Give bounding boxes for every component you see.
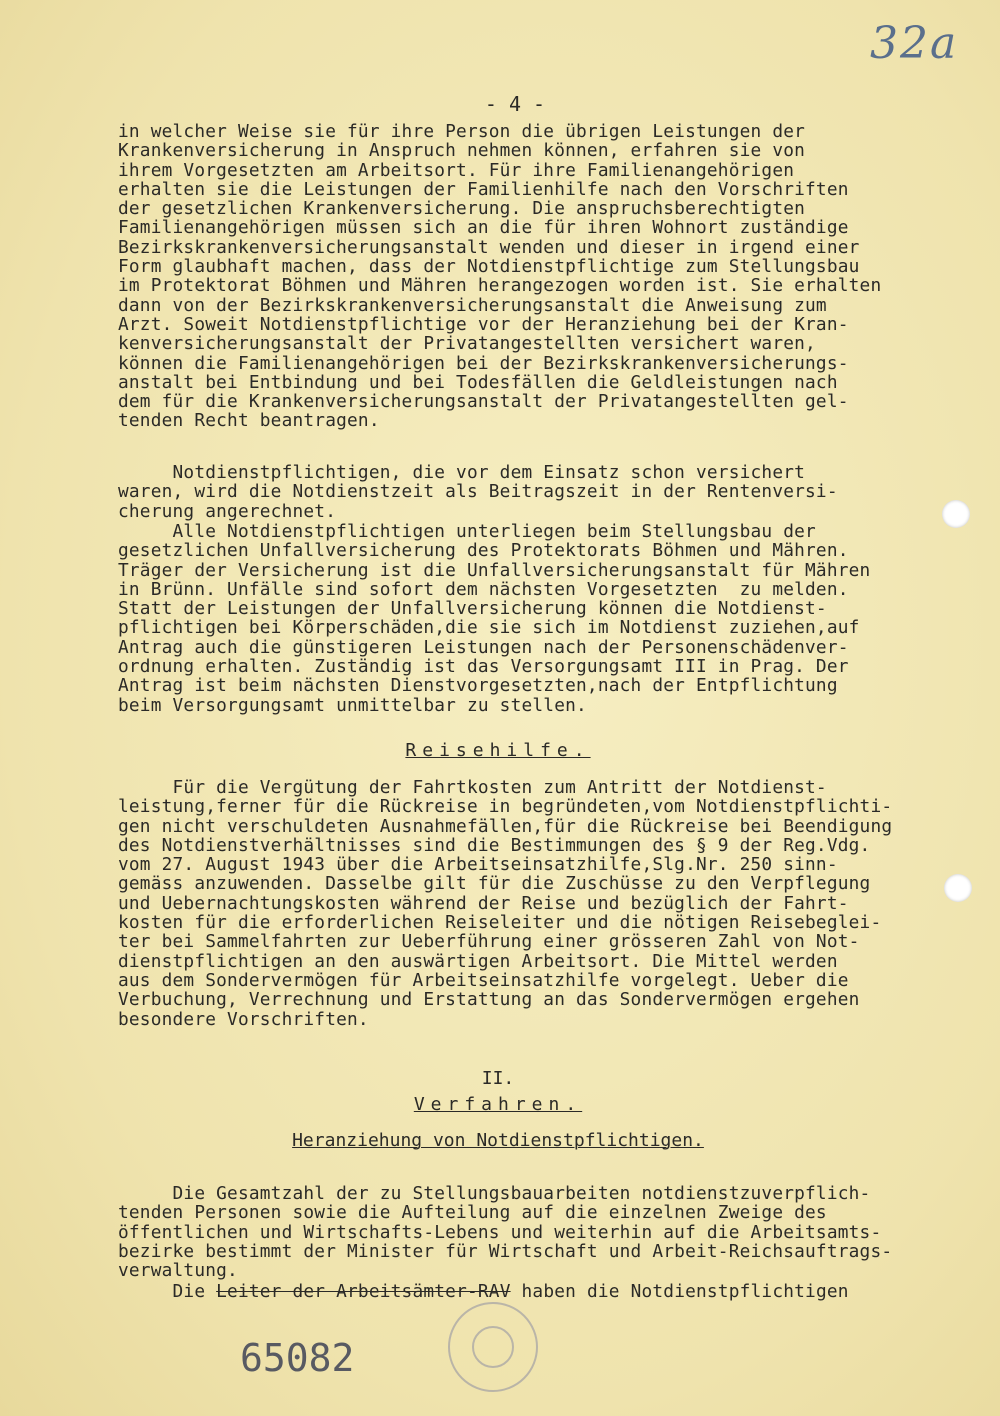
heading-reisehilfe-text: Reisehilfe.: [405, 740, 591, 761]
section-number-roman: II.: [481, 1068, 515, 1089]
heading-reisehilfe: [118, 740, 878, 761]
heading-verfahren-text: Verfahren.: [413, 1094, 583, 1115]
paragraph-pension-insurance: Notdienstpflichtigen, die vor dem Einsatz schon versichert waren, wird die Notdienstzeit als Beitragszeit in der Rentenversi- cherung angerechnet.: [118, 462, 838, 522]
paragraph-accident-insurance: Alle Notdienstpflichtigen unterliegen beim Stellungsbau der gesetzlichen Unfallversicherung des Protektorats Böhmen und Mähren. Träger der Versicherung ist die Unfallversicherungsanstalt für Mähren in Brünn. Unfälle sind sofort dem nächsten Vorgesetzten zu melden. Statt der Leistungen der Unfallversicherung können die Notdienst- pflichtigen bei Körperschäden,die sie sich im Notdienst zuziehen,auf Antrag auch die günstigeren Leistungen nach der Personenschädenver- ordnung erhalten. Zuständig ist das Versorgungsamt III in Prag. Der Antrag ist beim nächsten Dienstvorgesetzten,nach der Entpflichtung beim Versorgungsamt unmittelbar zu stellen.: [118, 521, 871, 716]
stamped-archive-number: 65082: [240, 1336, 355, 1380]
round-seal-stamp: [448, 1302, 538, 1392]
paragraph-travel-costs: Für die Vergütung der Fahrtkosten zum Antritt der Notdienst- leistung,ferner für die Rückreise in begründeten,vom Notdienstpflichti- gen nicht verschuldeten Ausnahmefällen,für die Rückreise bei Beendigung des Notdienstverhältnisses sind die Bestimmungen des § 9 der Reg.Vdg. vom 27. August 1943 über die Arbeitseinsatzhilfe,Slg.Nr. 250 sinn- gemäss anzuwenden. Dasselbe gilt für die Zuschüsse zu den Verpflegung und Uebernachtungskosten während der Reise und bezüglich der Fahrt- kosten für die erforderlichen Reiseleiter und die nötigen Reisebeglei- ter bei Sammelfahrten zur Ueberführung einer grösseren Zahl von Not- dienstpflichtigen an den auswärtigen Arbeitsort. Die Mittel werden aus dem Sondervermögen für Arbeitseinsatzhilfe vorgelegt. Ueber die Verbuchung, Verrechnung und Erstattung an das Sondervermögen ergehen besondere Vorschriften.: [118, 777, 893, 1030]
handwritten-folio-number: 32a: [870, 18, 959, 69]
punch-hole: [942, 500, 970, 528]
closing-line-tail: haben die Notdienstpflichtigen: [510, 1281, 849, 1302]
heading-verfahren: [118, 1094, 878, 1115]
struck-through-text: Leiter der Arbeitsämter-RAV: [216, 1281, 511, 1302]
punch-hole: [944, 874, 972, 902]
paragraph-closing-line: [118, 1282, 968, 1301]
subheading-heranziehung: [118, 1130, 878, 1151]
paragraph-total-number: Die Gesamtzahl der zu Stellungsbauarbeiten notdienstzuverpflich- tenden Personen sowie die Aufteilung auf die einzelnen Zweige des öffentlichen und Wirtschafts-Lebens und weiterhin auf die Arbeitsamts- bezirke bestimmt der Minister für Wirtschaft und Arbeit-Reichsauftrags- verwaltung.: [118, 1183, 893, 1282]
paragraph-health-insurance: in welcher Weise sie für ihre Person die übrigen Leistungen der Krankenversicherung in Anspruch nehmen können, erfahren sie von ihrem Vorgesetzten am Arbeitsort. Für ihre Familienangehörigen erhalten sie die Leistungen der Familienhilfe nach den Vorschriften der gesetzlichen Krankenversicherung. Die anspruchsberechtigten Familienangehörigen müssen sich an die für ihren Wohnort zuständige Bezirkskrankenversicherungsanstalt wenden und dieser in irgend einer Form glaubhaft machen, dass der Notdienstpflichtige zum Stellungsbau im Protektorat Böhmen und Mähren herangezogen worden ist. Sie erhalten dann von der Bezirkskrankenversicherungsanstalt die Anweisung zum Arzt. Soweit Notdienstpflichtige vor der Heranziehung bei der Kran- kenversicherungsanstalt der Privatangestellten versichert waren, können die Familienangehörigen bei der Bezirkskrankenversicherungs- anstalt bei Entbindung und bei Todesfällen die Geldleistungen nach dem für die Krankenversicherungsanstalt der Privatangestellten gel- tenden Recht beantragen.: [118, 121, 882, 432]
page-number: - 4 -: [484, 92, 546, 116]
closing-line-lead: Die: [118, 1281, 217, 1302]
subheading-heranziehung-text: Heranziehung von Notdienstpflichtigen.: [292, 1130, 704, 1151]
